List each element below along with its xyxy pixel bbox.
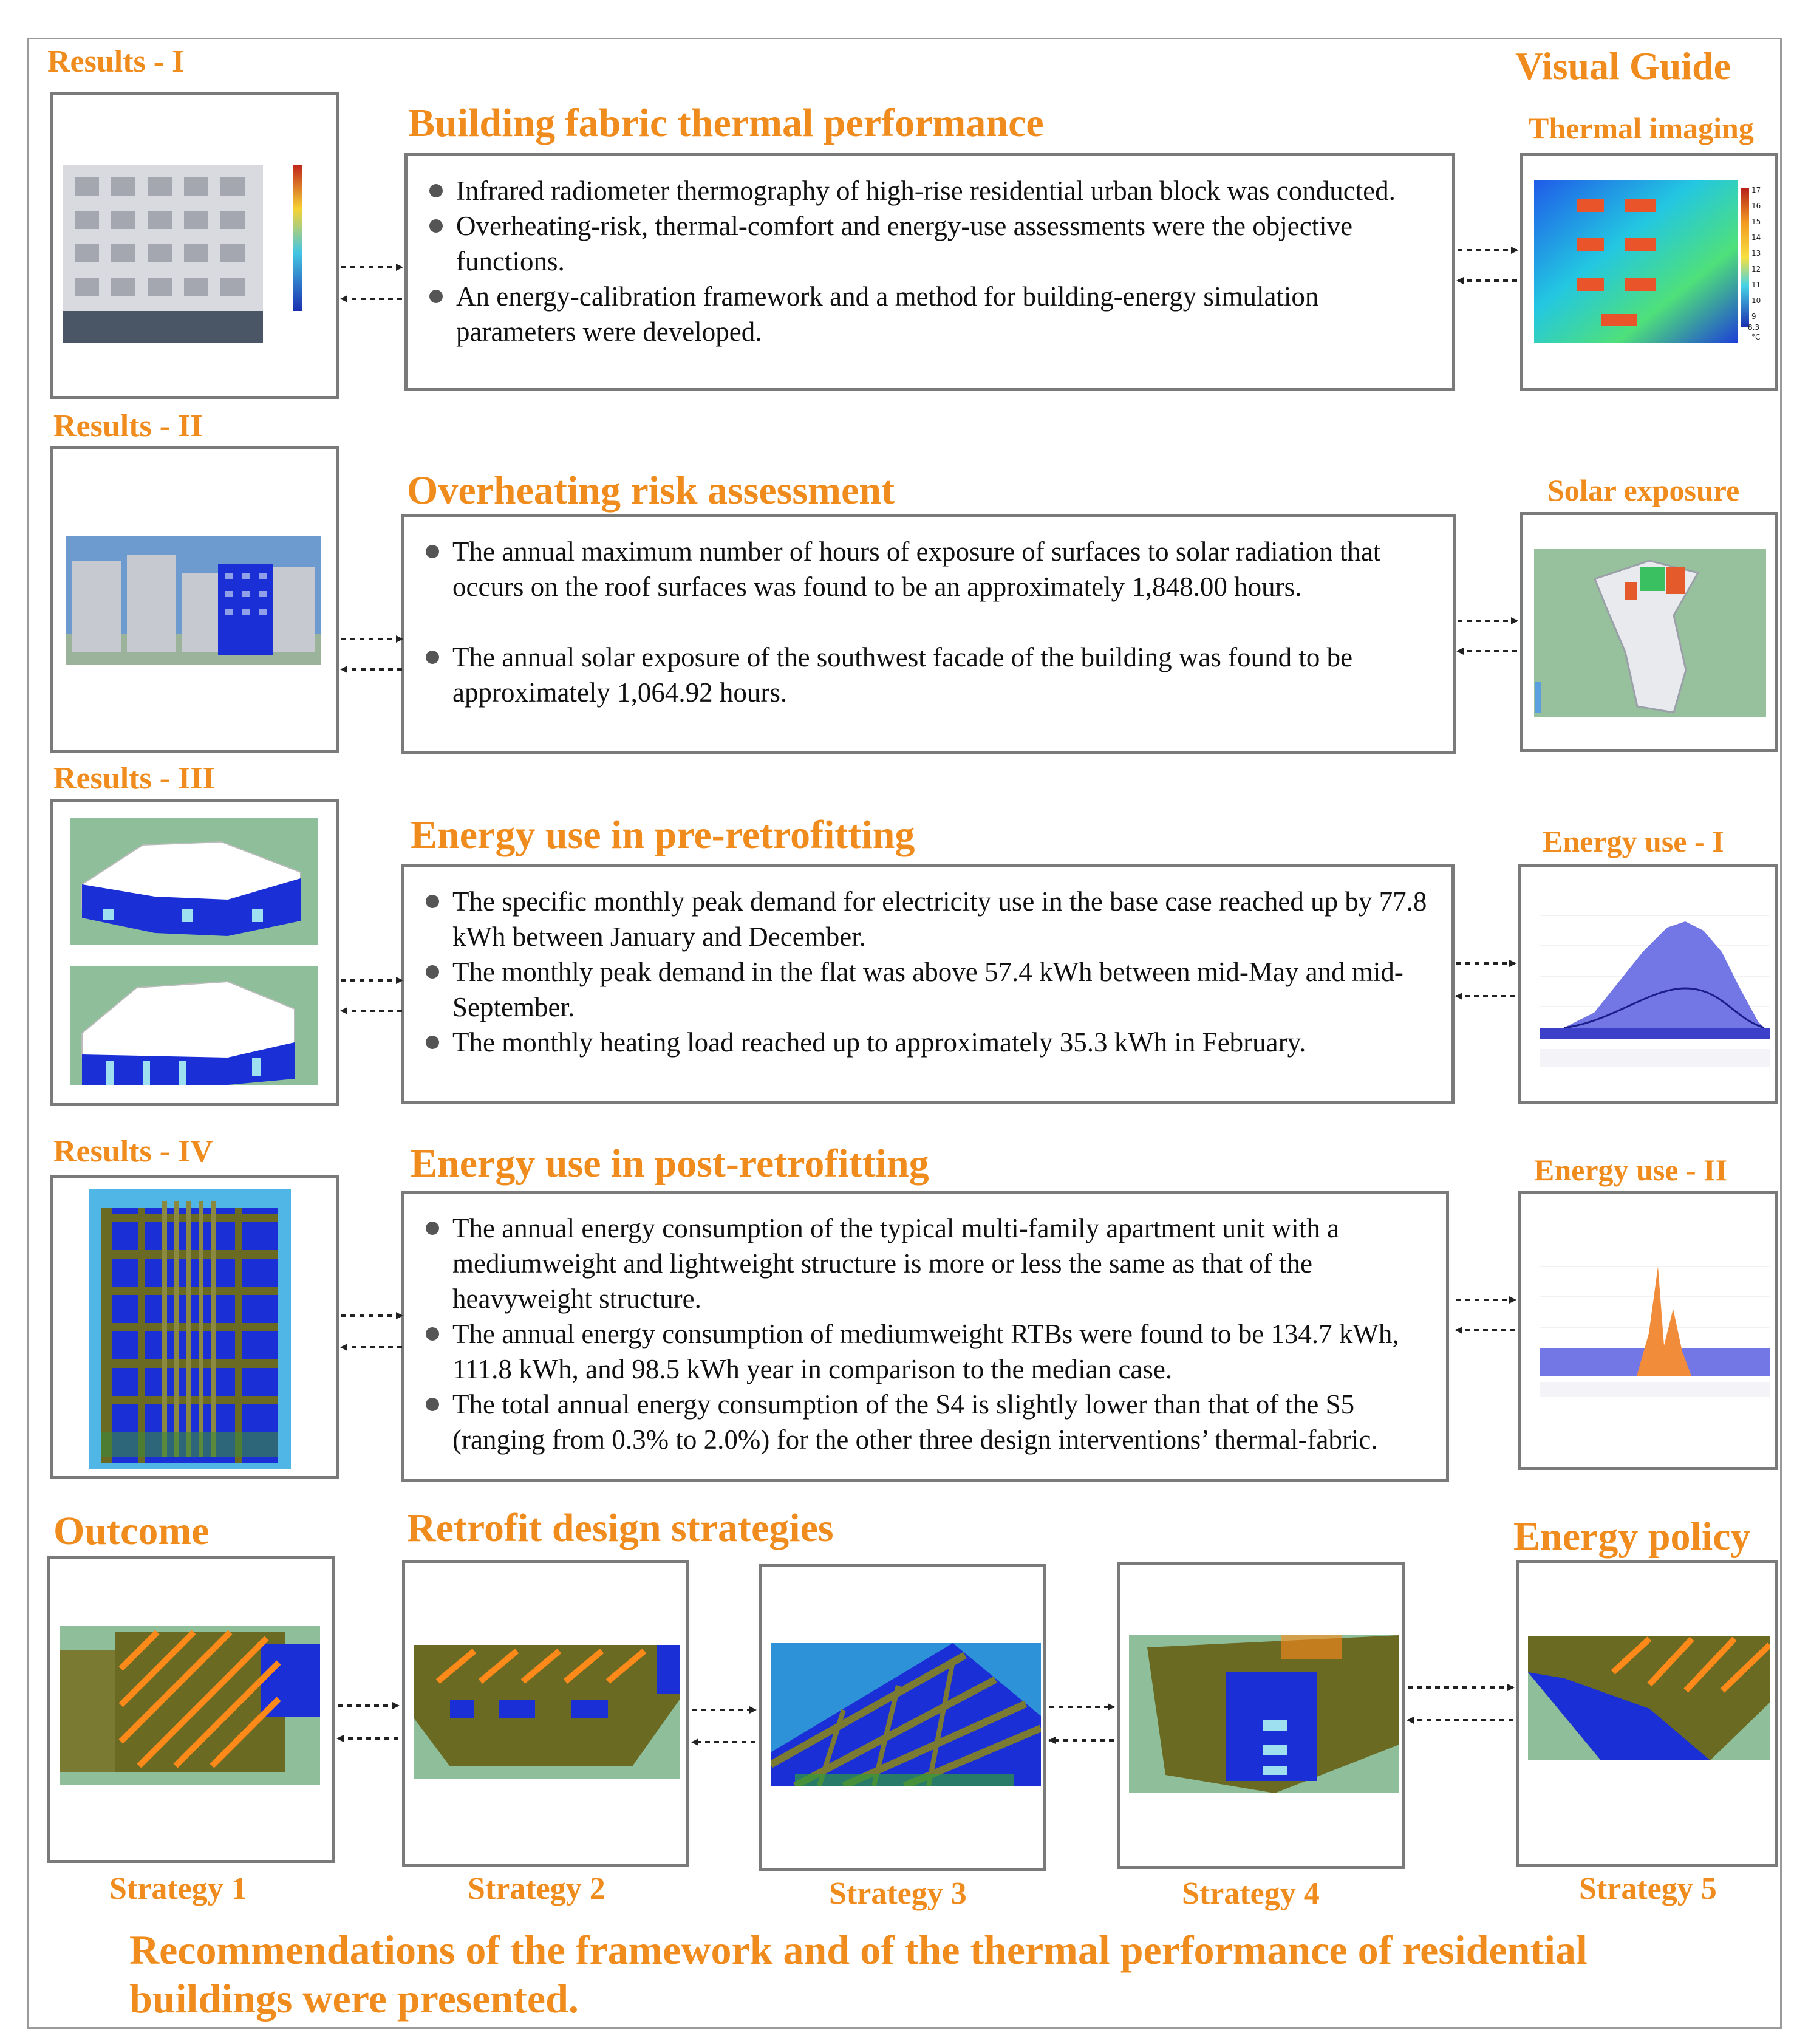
strategy-3-label: Strategy 3 (829, 1876, 967, 1911)
bullet-1-1: Infrared radiometer thermography of high-rise residential urban block was conducted. (425, 173, 1438, 208)
thermal-scale-10: 10 (1751, 296, 1761, 305)
results-4-label: Results - IV (53, 1134, 213, 1169)
thermal-scale-12: 12 (1751, 265, 1761, 273)
thermal-scale-15: 15 (1751, 217, 1761, 226)
bullet-3-2: The monthly peak demand in the flat was above 57.4 kWh between mid-May and mid-September. (421, 954, 1437, 1025)
solar-exposure-label: Solar exposure (1547, 473, 1740, 507)
energy-use-2-label: Energy use - II (1534, 1153, 1728, 1187)
results-3-label: Results - III (53, 761, 215, 796)
strategy-2-label: Strategy 2 (468, 1871, 605, 1906)
outcome-label: Outcome (53, 1509, 210, 1553)
visual-guide-label: Visual Guide (1515, 44, 1731, 87)
retrofit-strategies-label: Retrofit design strategies (407, 1506, 834, 1550)
energy-use-1-label: Energy use - I (1543, 824, 1724, 858)
thermal-scale-16: 16 (1751, 202, 1761, 210)
bullet-2-2: The annual solar exposure of the southwest facade of the building was found to be approximately 1,064.92 hours. (421, 640, 1439, 710)
section-2-title: Overheating risk assessment (407, 468, 895, 513)
bullet-1-2: Overheating-risk, thermal-comfort and energy-use assessments were the objective functions. (425, 208, 1438, 279)
thermal-scale-unit: °C (1751, 333, 1761, 341)
bullet-3-3: The monthly heating load reached up to approximately 35.3 kWh in February. (421, 1025, 1437, 1060)
energy-policy-label: Energy policy (1513, 1514, 1751, 1559)
strategy-1-label: Strategy 1 (109, 1871, 247, 1906)
footer-recommendation: Recommendations of the framework and of the thermal performance of residential buildings were presented. (129, 1927, 1588, 2022)
strategy-4-label: Strategy 4 (1182, 1876, 1320, 1911)
strategy-5-label: Strategy 5 (1579, 1871, 1717, 1906)
bullet-4-2: The annual energy consumption of mediumweight RTBs were found to be 134.7 kWh, 111.8 kWh, and 98.5 kWh year in comparison to the median case. (421, 1316, 1431, 1387)
thermal-scale-14: 14 (1751, 233, 1761, 242)
results-2-label: Results - II (53, 409, 203, 443)
section-4-title: Energy use in post-retrofitting (411, 1141, 929, 1186)
bullet-4-3: The total annual energy consumption of the S4 is slightly lower than that of the S5 (ranging from 0.3% to 2.0%) for the other three design interventions’ thermal-fabric. (421, 1387, 1431, 1457)
results-1-label: Results - I (47, 44, 185, 79)
thermal-scale-11: 11 (1751, 281, 1761, 289)
bullet-4-1: The annual energy consumption of the typical multi-family apartment unit with a mediumweight and lightweight structure is more or less the same as that of the heavyweight structure. (421, 1211, 1431, 1316)
thermal-scale-9: 9 (1751, 312, 1756, 321)
thermal-scale-13: 13 (1751, 249, 1761, 258)
section-1-title: Building fabric thermal performance (408, 101, 1044, 145)
bullet-2-1: The annual maximum number of hours of exposure of surfaces to solar radiation that occurs on the roof surfaces was found to be an approximately 1,848.00 hours. (421, 534, 1439, 604)
bullet-1-3: An energy-calibration framework and a method for building-energy simulation parameters were developed. (425, 279, 1438, 349)
thermal-scale-min: 8.3 (1748, 323, 1760, 332)
section-3-title: Energy use in pre-retrofitting (411, 813, 915, 857)
thermal-scale-17: 17 (1751, 186, 1761, 194)
thermal-imaging-label: Thermal imaging (1529, 111, 1754, 145)
bullet-3-1: The specific monthly peak demand for electricity use in the base case reached up by 77.8 kWh between January and December. (421, 884, 1437, 954)
